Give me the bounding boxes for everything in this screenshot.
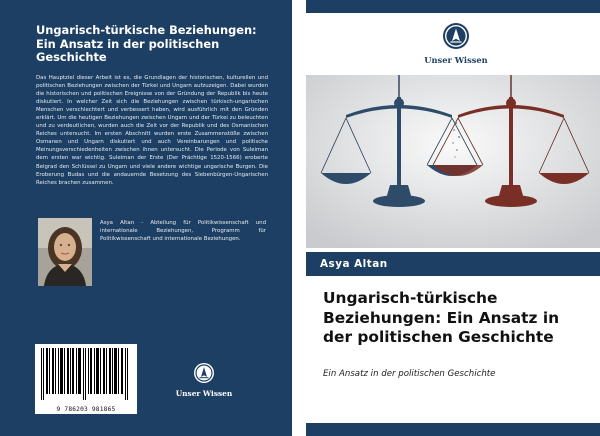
publisher-name-back: Unser Wissen	[175, 389, 233, 398]
author-portrait-image	[38, 218, 92, 286]
front-bottom-bar	[306, 423, 600, 436]
back-cover-summary: Das Hauptziel dieser Arbeit ist es, die Grundlagen der historischen, kulturellen und politischen Beziehungen zwischen der Türkei und Ungarn aufzuzeigen. Dabei wurden die historischen und politischen Ereignisse von der Gründung der Republik bis heute diskutiert. In welcher Zeit sich die Beziehungen zwischen türkisch-ungarischen Menschen verschlechtert und verbessert haben, wird ausführlich mit den Gründen erklärt. Um die heutigen Beziehungen zwischen Ungarn und der Türkei zu beleuchten und zu verdeutlichen, wurden auch die Zeit vor der Republik und des Osmanischen Reiches untersucht. Im ersten Abschnitt wurden erste Zusammenstöße zwischen Osmanen und Ungarn diskutiert und auch Vereinbarungen und politische Meinungsverschiedenheiten zwischen ihnen untersucht. Die Periode von Suleiman dem ersten war wichtig. Suleiman der Erste (Der Prächtige 1520-1566) eroberte Belgrad den Schlüssel zu Ungarn und viele andere wichtige ungarische Burgen. Die Eroberung Budas und die andauernde Besetzung des Siebenbürgen-Ungarischen Reiches brachen zusammen.	[36, 75, 268, 186]
scales-of-justice-illustration	[306, 75, 600, 248]
spine-gap	[292, 0, 306, 436]
publisher-name-front: Unser Wissen	[424, 55, 488, 65]
back-cover-title: Ungarisch-türkische Beziehungen: Ein Ansatz in der politischen Geschichte	[36, 23, 257, 64]
author-bio: Asya Altan - Abteilung für Politikwissenschaft und internationale Beziehungen, Programm für Politikwissenschaft und internationale Beziehungen.	[100, 220, 266, 243]
book-title: Ungarisch-türkische Beziehungen: Ein Ansatz in der politischen Geschichte	[323, 289, 560, 346]
author-name: Asya Altan	[320, 258, 388, 270]
isbn-number: 9 786203 981865	[56, 406, 116, 413]
book-subtitle: Ein Ansatz in der politischen Geschichte	[323, 369, 496, 379]
publisher-logo-back	[172, 362, 236, 398]
publisher-logo-front	[410, 22, 502, 65]
publisher-logo-icon	[442, 22, 470, 50]
cover-illustration	[306, 75, 600, 248]
front-cover	[306, 0, 600, 436]
barcode	[35, 344, 137, 404]
author-bar	[306, 252, 600, 276]
publisher-logo-icon	[193, 362, 215, 384]
front-top-bar	[306, 0, 600, 13]
author-photo	[38, 218, 92, 286]
isbn-barcode	[35, 344, 137, 414]
back-cover	[0, 0, 292, 436]
